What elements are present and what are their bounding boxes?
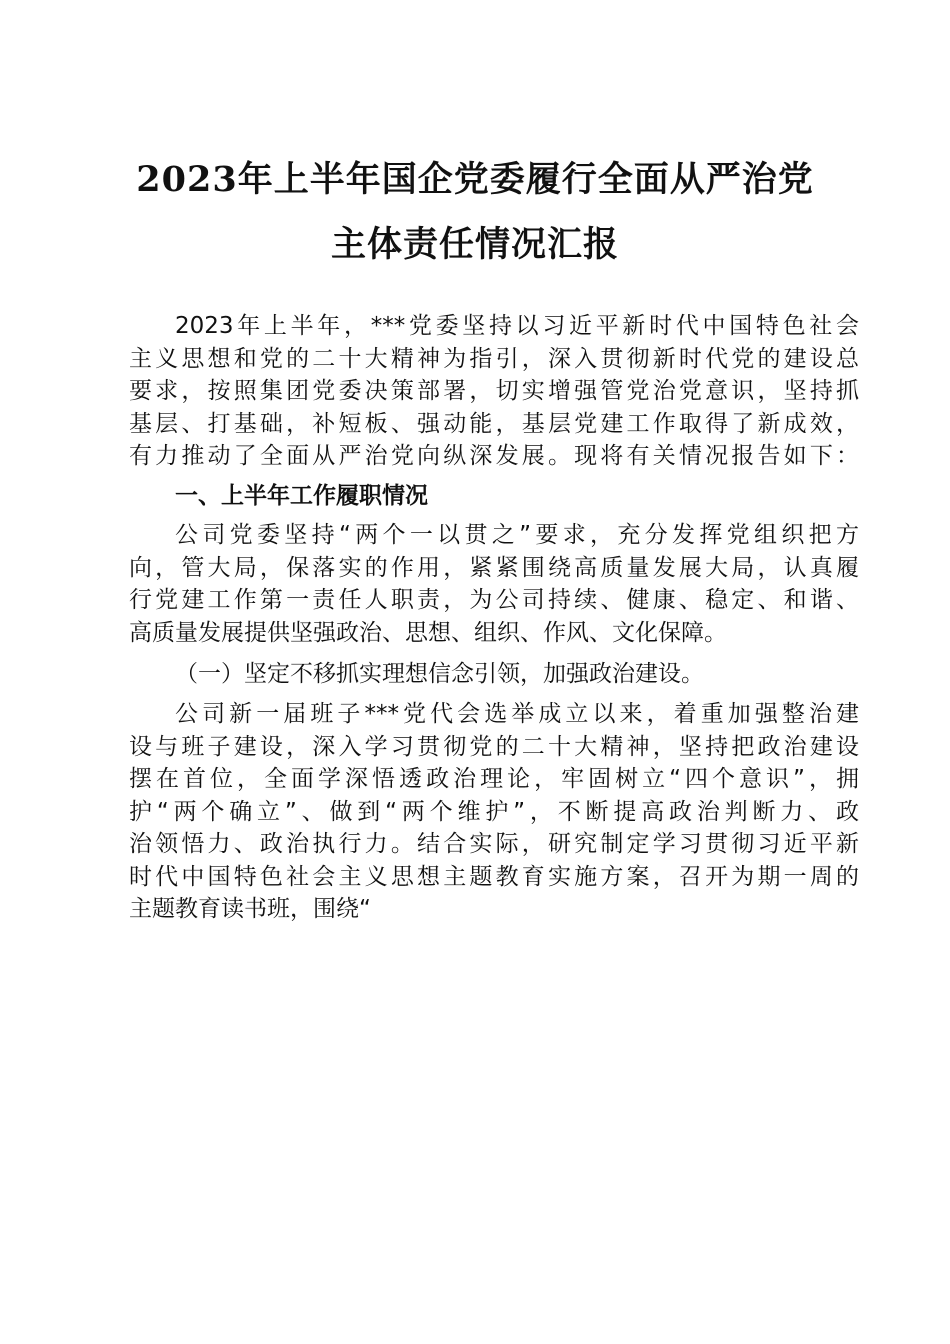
paragraph-line: 时代中国特色社会主义思想主题教育实施方案，召开为期一周的: [129, 863, 859, 890]
paragraph-line: 主义思想和党的二十大精神为指引，深入贯彻新时代党的建设总: [129, 345, 859, 372]
section-1-paragraph: [129, 519, 859, 649]
paragraph-line: 行党建工作第一责任人职责，为公司持续、健康、稳定、和谐、: [129, 587, 859, 613]
paragraph-line: 主题教育读书班，围绕“: [129, 896, 371, 922]
paragraph-line: 护“两个确立”、做到“两个维护”，不断提高政治判断力、政: [129, 798, 859, 825]
paragraph-line: 向，管大局，保落实的作用，紧紧围绕高质量发展大局，认真履: [129, 554, 859, 581]
paragraph-line: 高质量发展提供坚强政治、思想、组织、作风、文化保障。: [129, 619, 727, 646]
paragraph-line: 治领悟力、政治执行力。结合实际，研究制定学习贯彻习近平新: [129, 831, 859, 857]
document-title-line-2: 主体责任情况汇报: [330, 224, 619, 265]
document-title-line-1: 2023年上半年国企党委履行全面从严治党: [136, 159, 814, 200]
paragraph-line: 有力推动了全面从严治党向纵深发展。现将有关情况报告如下：: [129, 443, 859, 469]
paragraph-line: 设与班子建设，深入学习贯彻党的二十大精神，坚持把政治建设: [129, 733, 859, 760]
intro-paragraph: [129, 310, 859, 473]
subsection-1-paragraph: [129, 698, 859, 926]
paragraph-line: 公司党委坚持“两个一以贯之”要求，充分发挥党组织把方: [175, 522, 859, 548]
paragraph-line: 摆在首位，全面学深悟透政治理论，牢固树立“四个意识”，拥: [129, 766, 859, 792]
paragraph-line: 基层、打基础，补短板、强动能，基层党建工作取得了新成效，: [129, 410, 859, 437]
paragraph-line: 公司新一届班子***党代会选举成立以来，着重加强整治建: [175, 701, 859, 727]
section-1-heading: 一、上半年工作履职情况: [175, 483, 428, 509]
paragraph-line: 2023年上半年，***党委坚持以习近平新时代中国特色社会: [175, 313, 859, 339]
paragraph-line: 要求，按照集团党委决策部署，切实增强管党治党意识，坚持抓: [129, 378, 859, 404]
subsection-1-heading: （一）坚定不移抓实理想信念引领，加强政治建设。: [175, 661, 704, 687]
